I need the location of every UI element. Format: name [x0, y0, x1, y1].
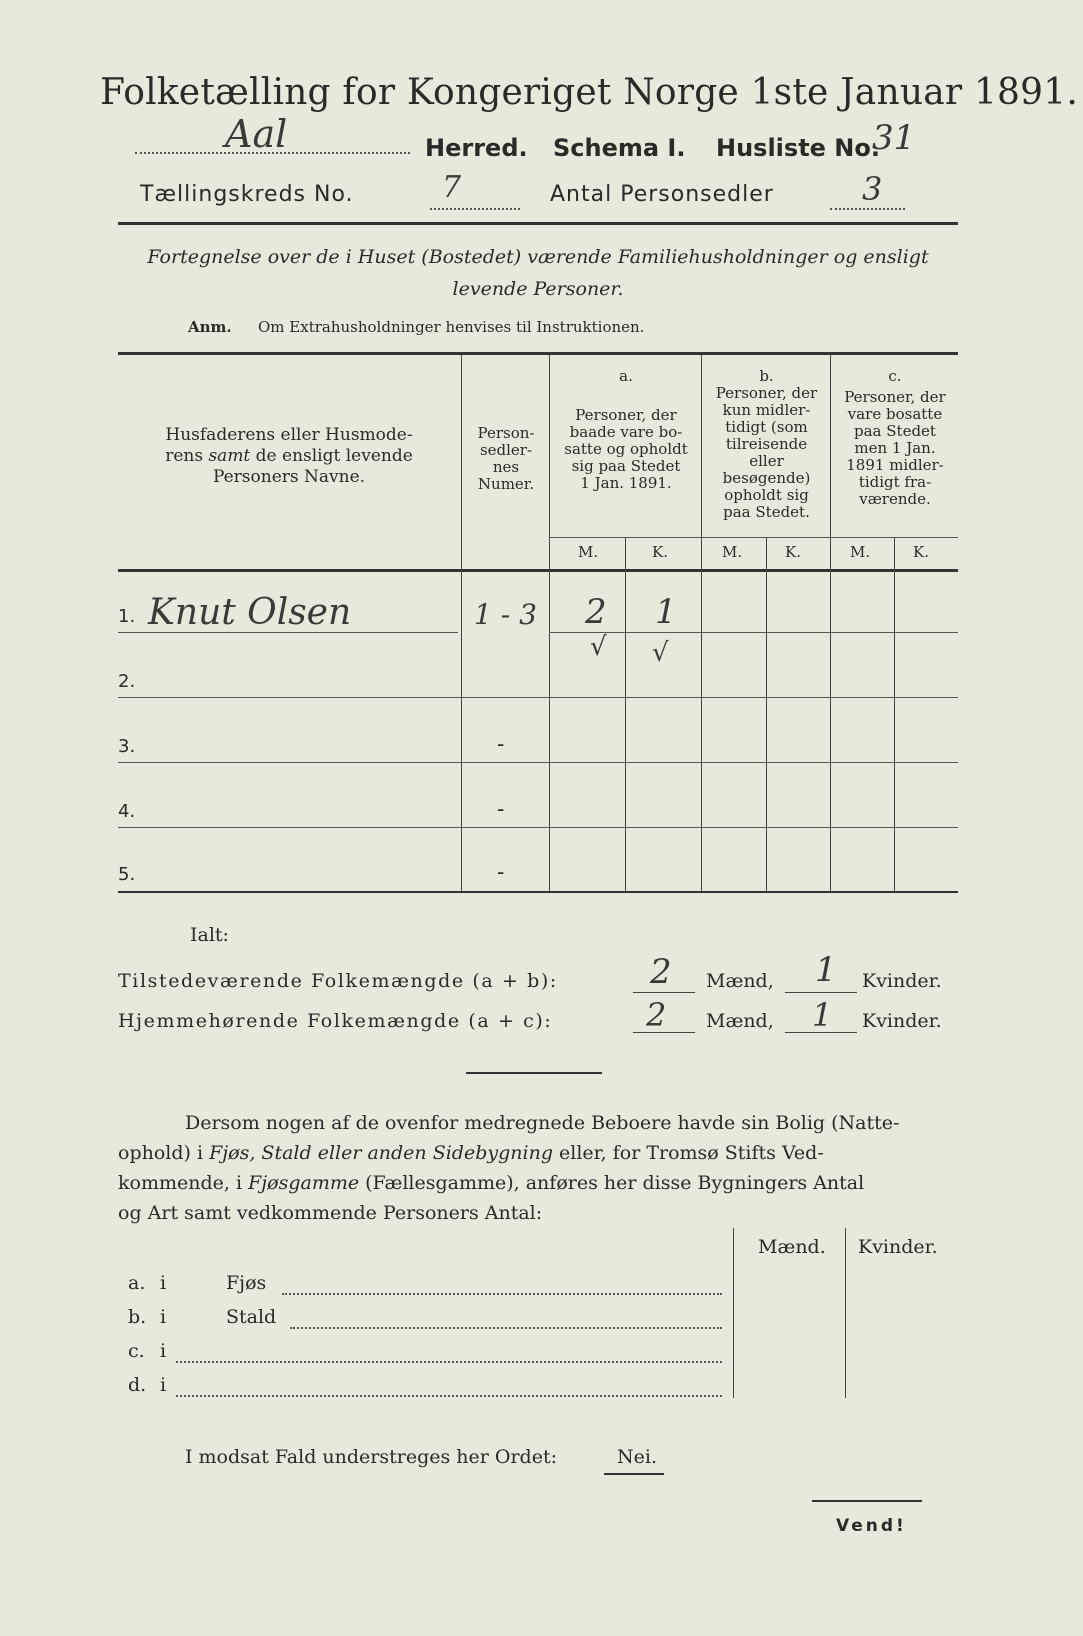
buildings-para-line-2 — [118, 1142, 824, 1164]
row-4-numer: - — [497, 797, 505, 822]
tilstede-maend-line — [633, 992, 695, 993]
husliste-label: Husliste No. — [716, 134, 880, 162]
row-rule — [118, 827, 958, 828]
col-a-line: sig paa Stedet — [571, 457, 681, 475]
anm-label: Anm. — [188, 318, 232, 336]
antal-value: 3 — [862, 170, 883, 208]
col-c-line: men 1 Jan. — [854, 439, 936, 457]
nei-word: Nei. — [617, 1446, 657, 1468]
herred-label: Herred. — [425, 134, 528, 162]
hjemme-kvinder-value: 1 — [812, 996, 833, 1034]
para-part: ophold) i — [118, 1142, 210, 1164]
building-row-i: i — [160, 1340, 167, 1362]
col-a-m-label: M. — [578, 543, 599, 561]
col-b-line: tidigt (som — [725, 418, 808, 436]
hjemme-maend-value: 2 — [646, 996, 667, 1034]
col-divider — [461, 354, 462, 891]
buildings-col-divider — [733, 1228, 734, 1398]
row-1-a-m-check: √ — [590, 632, 607, 662]
form-title: Folketælling for Kongeriget Norge 1ste Januar 1891. — [100, 72, 1079, 113]
col-numer-line: nes — [492, 458, 520, 476]
buildings-para-line-3 — [118, 1172, 864, 1194]
col-divider — [894, 538, 895, 891]
husliste-value: 31 — [872, 118, 916, 158]
col-b-letter: b. — [759, 367, 774, 385]
col-a-line: baade vare bo- — [569, 423, 683, 441]
col-c-line: tidigt fra- — [858, 473, 932, 491]
ialt-label: Ialt: — [190, 924, 229, 946]
building-row-dots — [176, 1394, 722, 1397]
col-c-m-label: M. — [850, 543, 871, 561]
col-names-line — [120, 446, 458, 467]
antal-label: Antal Personsedler — [550, 182, 774, 207]
row-rule — [118, 697, 958, 698]
building-row-type: Stald — [226, 1306, 277, 1328]
building-row-dots — [176, 1360, 722, 1363]
col-b-line: kun midler- — [722, 401, 811, 419]
building-row-dots — [290, 1326, 722, 1329]
col-b-line: paa Stedet. — [723, 503, 810, 521]
col-a-line: 1 Jan. 1891. — [580, 474, 672, 492]
vend-rule — [812, 1500, 922, 1502]
nei-underline — [604, 1473, 664, 1475]
row-rule — [118, 762, 958, 763]
row-1-name: Knut Olsen — [148, 592, 352, 633]
kreds-dotted-line — [430, 206, 520, 210]
buildings-para-line-1: Dersom nogen af de ovenfor medregnede Beboere havde sin Bolig (Natte- — [185, 1112, 900, 1134]
col-b-line: besøgende) — [722, 469, 811, 487]
col-divider — [701, 354, 702, 891]
col-b-m-label: M. — [722, 543, 743, 561]
tilstede-kvinder-value: 1 — [815, 950, 837, 990]
col-c-line: 1891 midler- — [846, 456, 944, 474]
para-part: (Fællesgamme), anføres her disse Bygningers Antal — [359, 1172, 865, 1194]
section-divider — [466, 1072, 602, 1074]
para-part: Fjøs, Stald eller anden Sidebygning — [209, 1142, 553, 1164]
table-bottom-rule — [118, 891, 958, 893]
row-number: 4. — [118, 801, 136, 822]
col-header-a — [551, 368, 701, 492]
vend-label: Vend! — [836, 1516, 907, 1536]
col-a-line: satte og opholdt — [564, 440, 688, 458]
col-c-line: værende. — [859, 490, 931, 508]
modsat-text: I modsat Fald understreges her Ordet: — [185, 1446, 557, 1468]
tilstede-label: Tilstedeværende Folkemængde (a + b): — [118, 970, 558, 992]
col-divider — [549, 354, 550, 891]
schema-label: Schema I. — [553, 134, 686, 162]
intro-line-2: levende Personer. — [452, 278, 624, 300]
table-header-rule — [118, 569, 958, 572]
row-number: 5. — [118, 864, 136, 885]
intro-line-1: Fortegnelse over de i Huset (Bostedet) værende Familiehusholdninger og ensligt — [147, 246, 929, 268]
buildings-col-divider — [845, 1228, 846, 1398]
tilstede-maend-label: Mænd, — [706, 970, 774, 992]
col-b-k-label: K. — [785, 543, 801, 561]
col-c-k-label: K. — [913, 543, 929, 561]
col-names-line: Personers Navne. — [212, 467, 366, 487]
col-numer-line: Numer. — [477, 475, 535, 493]
tilstede-maend-value: 2 — [650, 952, 672, 992]
col-b-line: opholdt sig — [724, 486, 809, 504]
col-c-line: vare bosatte — [847, 405, 943, 423]
col-numer-line: sedler- — [479, 441, 533, 459]
hjemme-maend-label: Mænd, — [706, 1010, 774, 1032]
row-number: 2. — [118, 671, 136, 692]
herred-value: Aal — [225, 112, 288, 156]
hjemme-label: Hjemmehørende Folkemængde (a + c): — [118, 1010, 553, 1032]
row-1-numer: 1 - 3 — [474, 598, 537, 631]
col-divider — [625, 538, 626, 891]
row-5-numer: - — [497, 860, 505, 885]
para-part: kommende, i — [118, 1172, 249, 1194]
buildings-kvinder-header: Kvinder. — [858, 1236, 938, 1258]
col-a-line: Personer, der — [575, 406, 677, 424]
building-row-type: Fjøs — [226, 1272, 267, 1294]
row-1-a-k: 1 — [655, 592, 677, 632]
kreds-value: 7 — [442, 170, 462, 205]
row-1-a-m: 2 — [585, 592, 607, 632]
col-names-line: Husfaderens eller Husmode- — [165, 425, 413, 445]
col-header-numer — [463, 425, 549, 493]
para-part: eller, for Tromsø Stifts Ved- — [552, 1142, 824, 1164]
building-row-letter: c. — [128, 1340, 145, 1362]
building-row-letter: a. — [128, 1272, 146, 1294]
col-b-line: eller — [749, 452, 784, 470]
row-3-numer: - — [497, 732, 505, 757]
row-rule — [549, 632, 958, 633]
col-a-letter: a. — [619, 367, 633, 385]
col-b-line: Personer, der — [715, 384, 818, 402]
col-divider — [766, 538, 767, 891]
col-b-line: tilreisende — [725, 435, 808, 453]
col-a-k-label: K. — [652, 543, 668, 561]
building-row-letter: d. — [128, 1374, 147, 1396]
building-row-i: i — [160, 1272, 167, 1294]
anm-text: Om Extrahusholdninger henvises til Instruktionen. — [258, 318, 645, 336]
building-row-i: i — [160, 1374, 167, 1396]
buildings-para-line-4: og Art samt vedkommende Personers Antal: — [118, 1202, 543, 1224]
header-rule — [118, 222, 958, 225]
tilstede-kvinder-label: Kvinder. — [862, 970, 942, 992]
col-names-part: samt — [208, 446, 251, 466]
row-1-a-k-check: √ — [652, 638, 669, 668]
tilstede-kvinder-line — [785, 992, 857, 993]
col-c-letter: c. — [888, 367, 902, 385]
row-number: 3. — [118, 736, 136, 757]
building-row-letter: b. — [128, 1306, 147, 1328]
mk-header-rule — [549, 537, 958, 538]
kreds-label: Tællingskreds No. — [140, 182, 354, 207]
col-c-line: paa Stedet — [854, 422, 936, 440]
col-names-part: rens — [165, 446, 209, 466]
col-header-c — [832, 368, 958, 508]
col-header-names — [120, 425, 458, 488]
col-divider — [830, 354, 831, 891]
buildings-maend-header: Mænd. — [758, 1236, 826, 1258]
col-names-part: de ensligt levende — [250, 446, 413, 466]
col-header-b — [703, 368, 830, 521]
col-c-line: Personer, der — [844, 388, 946, 406]
building-row-i: i — [160, 1306, 167, 1328]
hjemme-kvinder-label: Kvinder. — [862, 1010, 942, 1032]
para-part: Fjøsgamme — [248, 1172, 360, 1194]
col-numer-line: Person- — [477, 424, 535, 442]
table-top-rule — [118, 352, 958, 355]
building-row-dots — [282, 1292, 722, 1295]
row-number: 1. — [118, 606, 136, 627]
